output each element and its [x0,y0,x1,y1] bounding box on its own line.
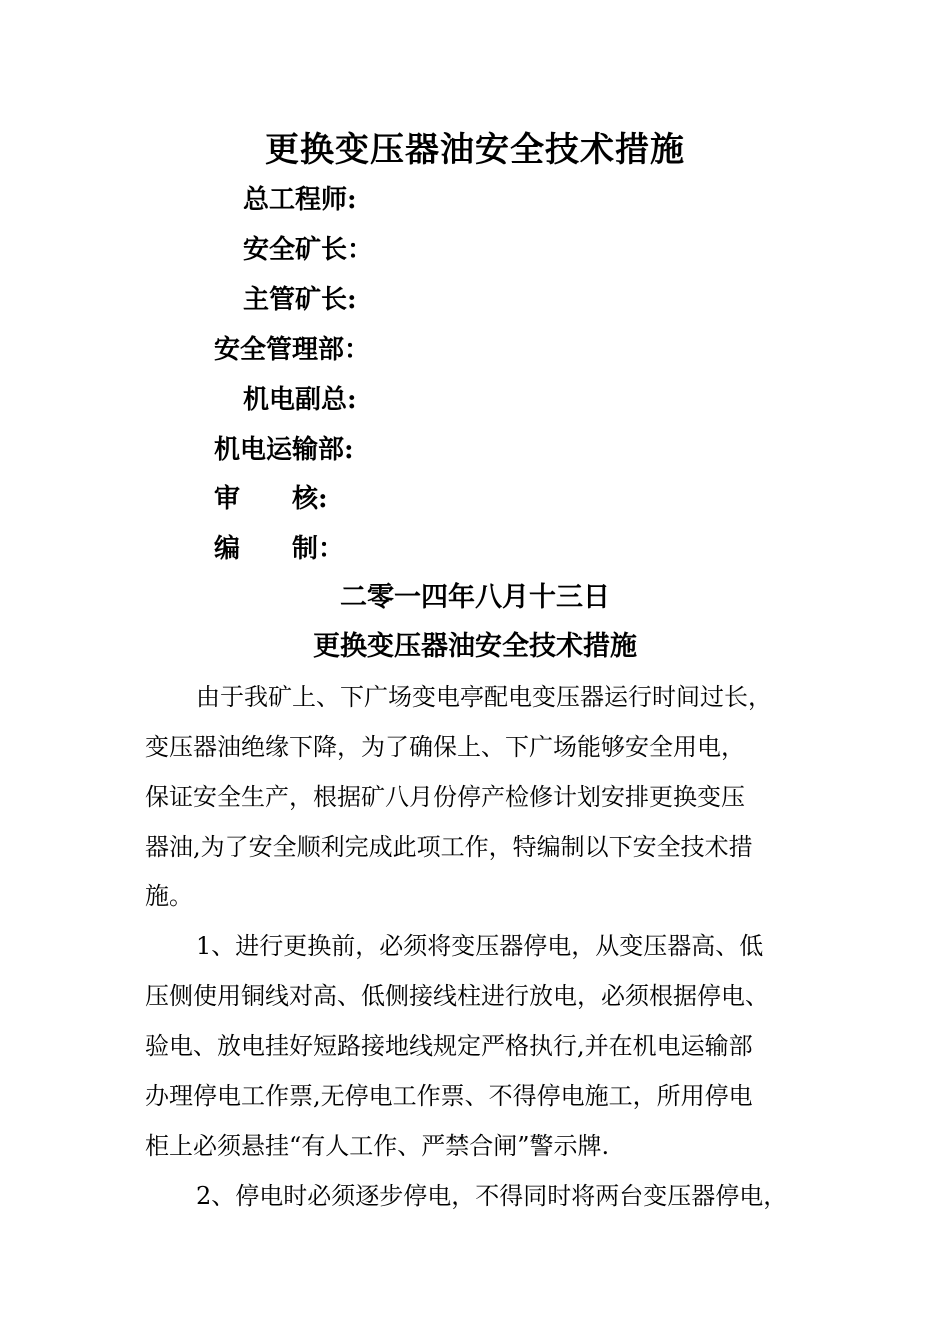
signature-chief-engineer: 总工程师: [243,185,357,215]
signature-supervising-mine-director: 主管矿长: [243,285,357,315]
body-line: 器油,为了安全顺利完成此项工作，特编制以下安全技术措 [145,833,753,861]
body-line: 由于我矿上、下广场变电亭配电变压器运行时间过长， [196,683,772,711]
signature-compiler: 编 制： [214,534,345,564]
body-line: 办理停电工作票,无停电工作票、不得停电施工，所用停电 [145,1082,753,1110]
body-line: 保证安全生产，根据矿八月份停产检修计划安排更换变压 [145,783,745,811]
signature-electromechanical-transport-dept: 机电运输部: [214,435,354,465]
body-line: 2、停电时必须逐步停电，不得同时将两台变压器停电， [196,1182,788,1210]
body-line: 施。 [145,882,193,910]
body-line: 变压器油绝缘下降，为了确保上、下广场能够安全用电， [145,733,745,761]
document-title: 更换变压器油安全技术措施 [265,130,685,170]
signature-reviewer: 审 核: [214,484,328,514]
body-line: 压侧使用铜线对高、低侧接线柱进行放电，必须根据停电、 [145,982,769,1010]
document-subtitle: 更换变压器油安全技术措施 [313,631,637,662]
body-line: 验电、放电挂好短路接地线规定严格执行,并在机电运输部 [145,1032,753,1060]
signature-electromechanical-deputy: 机电副总: [243,385,357,415]
body-line: 1、进行更换前，必须将变压器停电，从变压器高、低 [196,932,764,960]
signature-safety-mine-director: 安全矿长： [243,235,374,265]
body-line: 柜上必须悬挂“有人工作、严禁合闸”警示牌. [145,1132,610,1160]
document-date: 二零一四年八月十三日 [340,582,610,613]
signature-safety-management-dept: 安全管理部： [214,335,371,365]
